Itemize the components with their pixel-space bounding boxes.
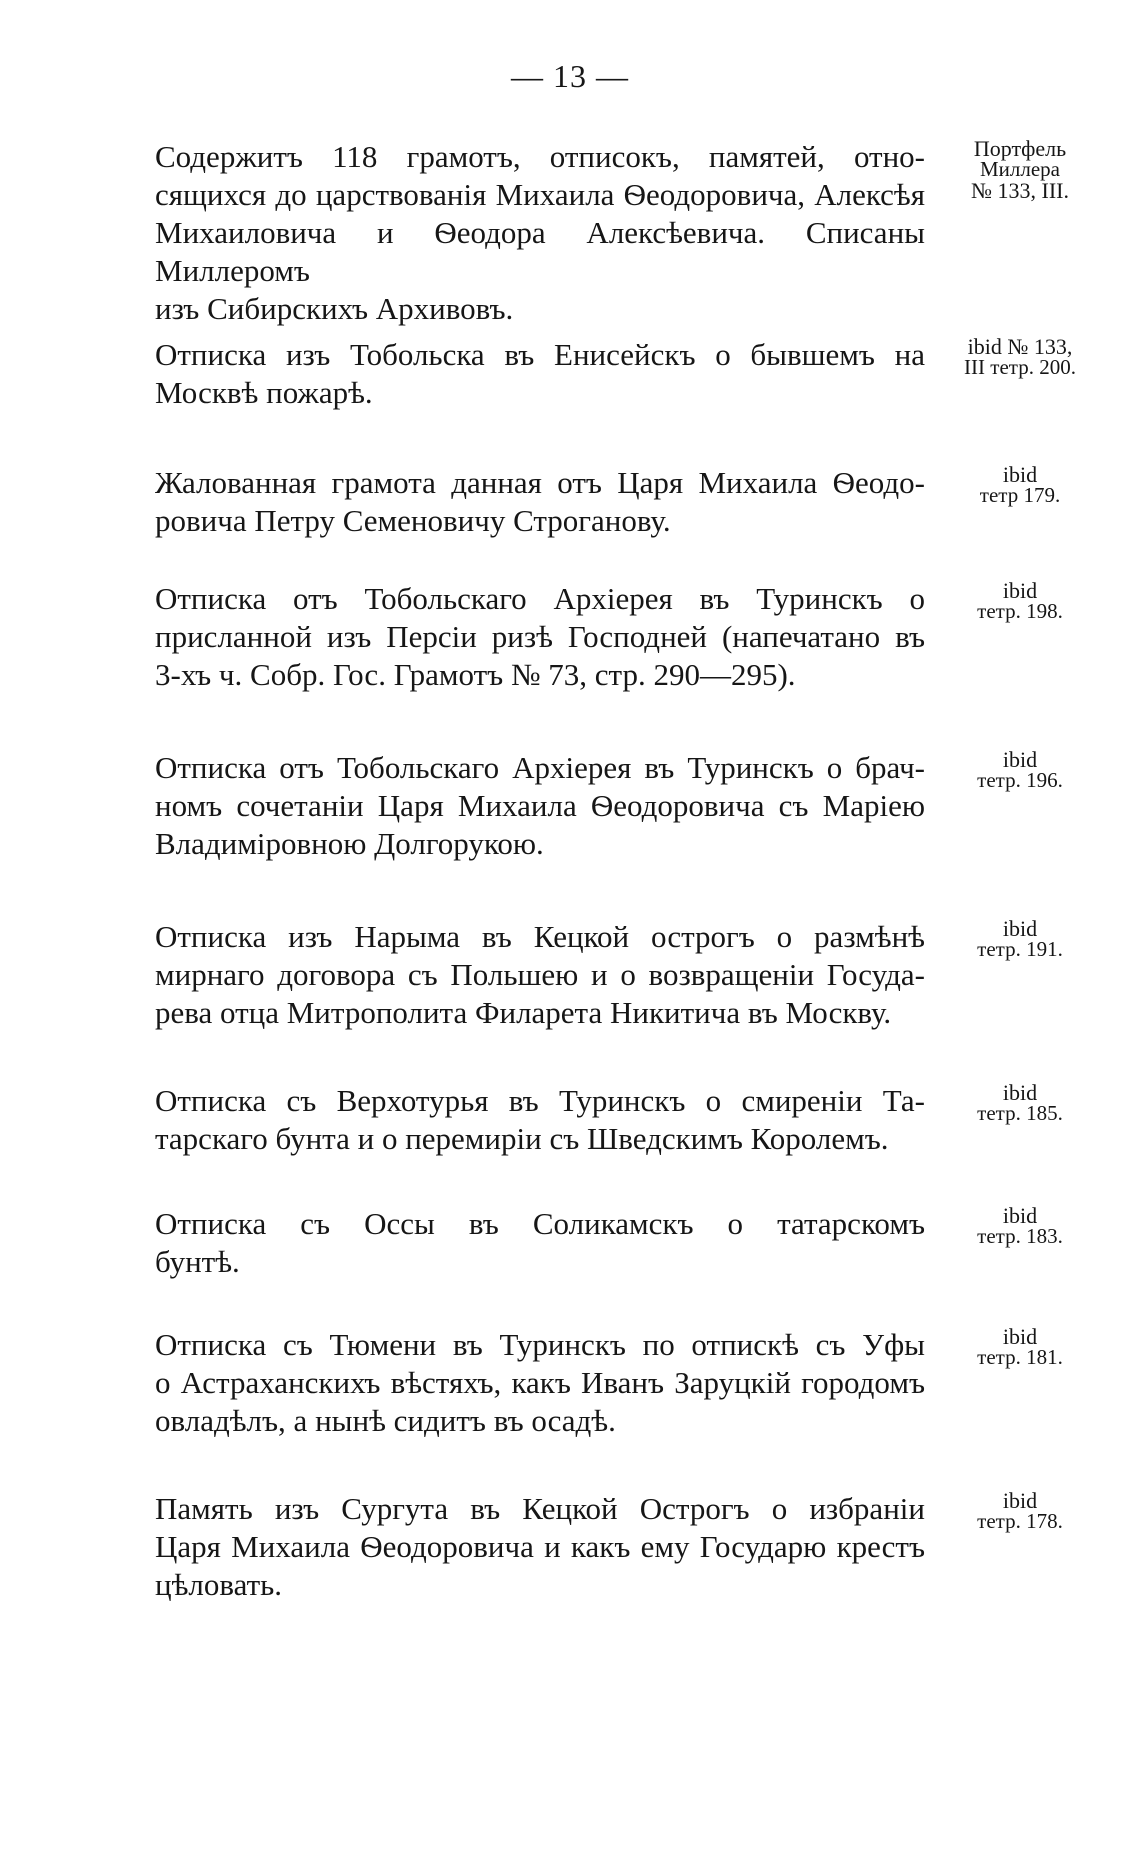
- margin-reference: [945, 464, 1095, 506]
- reference-line: ibid: [1002, 916, 1038, 941]
- margin-reference: [945, 749, 1095, 791]
- entry-line: Отписка отъ Тобольскаго Архіерея въ Туринскъ о: [155, 581, 925, 616]
- entry-text: [155, 1205, 925, 1281]
- entry-line: Отписка съ Верхотурья въ Туринскъ о смиреніи Та-: [155, 1083, 925, 1118]
- reference-line: тетр. 196.: [977, 768, 1063, 792]
- entry-line: номъ сочетаніи Царя Михаила Ѳеодоровича съ Маріею: [155, 788, 925, 823]
- reference-line: ibid: [1002, 578, 1038, 603]
- reference-line: ibid: [1002, 1488, 1038, 1513]
- entry-line: сящихся до царствованія Михаила Ѳеодоровича, Алексѣя: [155, 177, 925, 212]
- reference-line: тетр. 181.: [977, 1345, 1063, 1369]
- entry-line: цѣловать.: [155, 1567, 283, 1602]
- margin-reference: [945, 1490, 1095, 1532]
- entry-line: присланной изъ Персіи ризѣ Господней (напечатано въ: [155, 619, 925, 654]
- reference-line: ibid: [1002, 747, 1038, 772]
- entry-text: [155, 749, 925, 863]
- entry-line: Память изъ Сургута въ Кецкой Острогъ о избраніи: [155, 1491, 925, 1526]
- reference-line: ibid: [1002, 1080, 1038, 1105]
- entry-text: [155, 336, 925, 412]
- margin-reference: [945, 336, 1095, 378]
- entry-line: рева отца Митрополита Филарета Никитича въ Москву.: [155, 995, 892, 1030]
- entry-line: Отписка съ Тюмени въ Туринскъ по отпискѣ съ Уфы: [155, 1327, 925, 1362]
- entry-text: [155, 580, 925, 694]
- reference-line: тетр. 191.: [977, 937, 1063, 961]
- entry-line: изъ Сибирскихъ Архивовъ.: [155, 291, 514, 326]
- reference-line: Портфель: [973, 136, 1067, 161]
- reference-line: ibid: [1002, 1324, 1038, 1349]
- reference-line: ibid: [1002, 462, 1038, 487]
- reference-line: тетр. 185.: [977, 1101, 1063, 1125]
- margin-reference: [945, 918, 1095, 960]
- entry-text: [155, 1326, 925, 1440]
- reference-line: тетр. 183.: [977, 1224, 1063, 1248]
- entry-line: тарскаго бунта и о перемиріи съ Шведскимъ Королемъ.: [155, 1121, 889, 1156]
- margin-reference: [945, 1082, 1095, 1124]
- margin-reference: [945, 580, 1095, 622]
- reference-line: ibid № 133,: [967, 334, 1073, 359]
- entry-line: ровича Петру Семеновичу Строганову.: [155, 503, 671, 538]
- entry-line: Отписка изъ Нарыма въ Кецкой острогъ о размѣнѣ: [155, 919, 925, 954]
- margin-reference: [945, 1326, 1095, 1368]
- entry-line: мирнаго договора съ Польшею и о возвращеніи Госуда-: [155, 957, 925, 992]
- entry-line: Отписка отъ Тобольскаго Архіерея въ Туринскъ о брач-: [155, 750, 925, 785]
- entry-line: Москвѣ пожарѣ.: [155, 375, 373, 410]
- reference-line: тетр. 198.: [977, 599, 1063, 623]
- entry-line: бунтѣ.: [155, 1244, 240, 1279]
- entry-text: [155, 138, 925, 328]
- entry-line: о Астраханскихъ вѣстяхъ, какъ Иванъ Заруцкій городомъ: [155, 1365, 925, 1400]
- entry-text: [155, 1082, 925, 1158]
- entry-text: [155, 1490, 925, 1604]
- reference-line: ibid: [1002, 1203, 1038, 1228]
- reference-line: тетр. 178.: [977, 1509, 1063, 1533]
- entry-line: Царя Михаила Ѳеодоровича и какъ ему Государю крестъ: [155, 1529, 925, 1564]
- entry-line: Михаиловича и Ѳеодора Алексѣевича. Списаны Миллеромъ: [155, 215, 925, 288]
- reference-line: III тетр. 200.: [964, 355, 1076, 379]
- page-number: — 13 —: [511, 58, 629, 94]
- entry-line: Отписка съ Оссы въ Соликамскъ о татарскомъ: [155, 1206, 925, 1241]
- entry-line: Жалованная грамота данная отъ Царя Михаила Ѳеодо-: [155, 465, 925, 500]
- entry-line: овладѣлъ, а нынѣ сидитъ въ осадѣ.: [155, 1403, 616, 1438]
- entry-text: [155, 918, 925, 1032]
- entry-line: Отписка изъ Тобольска въ Енисейскъ о бывшемъ на: [155, 337, 925, 372]
- entry-line: 3-хъ ч. Собр. Гос. Грамотъ № 73, стр. 290—295).: [155, 657, 796, 692]
- entry-text: [155, 464, 925, 540]
- margin-reference: [945, 1205, 1095, 1247]
- entry-line: Содержитъ 118 грамотъ, отписокъ, памятей, отно-: [155, 139, 925, 174]
- reference-line: № 133, III.: [971, 178, 1069, 203]
- reference-line: Миллера: [979, 157, 1060, 181]
- margin-reference: [945, 138, 1095, 201]
- reference-line: тетр 179.: [979, 483, 1061, 507]
- entry-line: Владиміровною Долгорукою.: [155, 826, 544, 861]
